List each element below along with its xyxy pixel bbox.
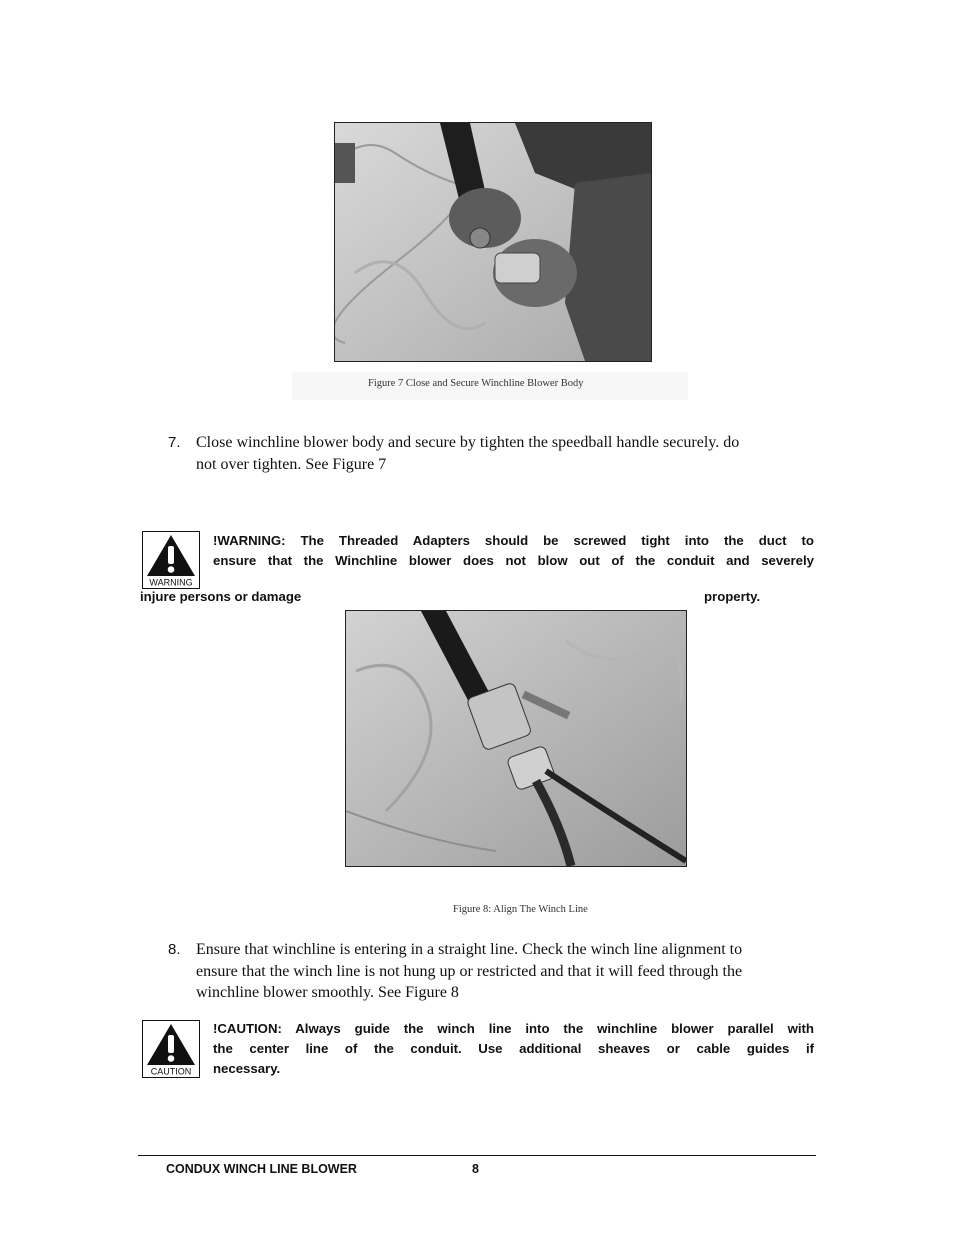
step-7-text [196,432,739,475]
step-7-number: 7. [168,434,181,451]
warning-notice [213,531,814,571]
figure-7-photo [334,122,652,362]
caution-sign-icon [142,1020,200,1078]
footer-page-number: 8 [472,1162,479,1176]
caution-line-2: the center line of the conduit. Use additional sheaves or cable guides if [213,1041,814,1056]
footer-rule [138,1155,816,1156]
step-8-line-1: Ensure that winchline is entering in a straight line. Check the winch line alignment to [196,941,743,958]
warning-sign-icon [142,531,200,589]
warning-sign-label: WARNING [149,577,193,588]
step-7-line-1: Close winchline blower body and secure by tighten the speedball handle securely. do [196,434,740,451]
step-8 [168,939,808,1005]
step-8-line-3: winchline blower smoothly. See Figure 8 [196,984,459,1001]
figure-7-caption: Figure 7 Close and Secure Winchline Blower Body [368,378,584,389]
warning-line-3-left: injure persons or damage [140,589,302,604]
figure-8-caption: Figure 8: Align The Winch Line [453,904,588,915]
step-7-line-2: not over tighten. See Figure 7 [196,455,387,473]
warning-line-3-right: property. [704,589,761,604]
step-8-line-2: ensure that the winch line is not hung up or restricted and that it will feed through the [196,962,743,980]
caution-line-1: !CAUTION: Always guide the winch line into the winchline blower parallel with [213,1021,814,1036]
caution-notice [213,1019,814,1079]
step-7 [168,432,808,476]
warning-line-2: ensure that the Winchline blower does not blow out of the conduit and severely [213,553,814,568]
step-8-text [196,939,742,1004]
step-8-number: 8. [168,941,181,958]
caution-line-3: necessary. [213,1061,281,1076]
footer-title: CONDUX WINCH LINE BLOWER [166,1162,357,1176]
caution-sign-label: CAUTION [150,1066,192,1077]
warning-line-1: !WARNING: The Threaded Adapters should be screwed tight into the duct to [213,533,814,548]
figure-8-photo [345,610,687,867]
